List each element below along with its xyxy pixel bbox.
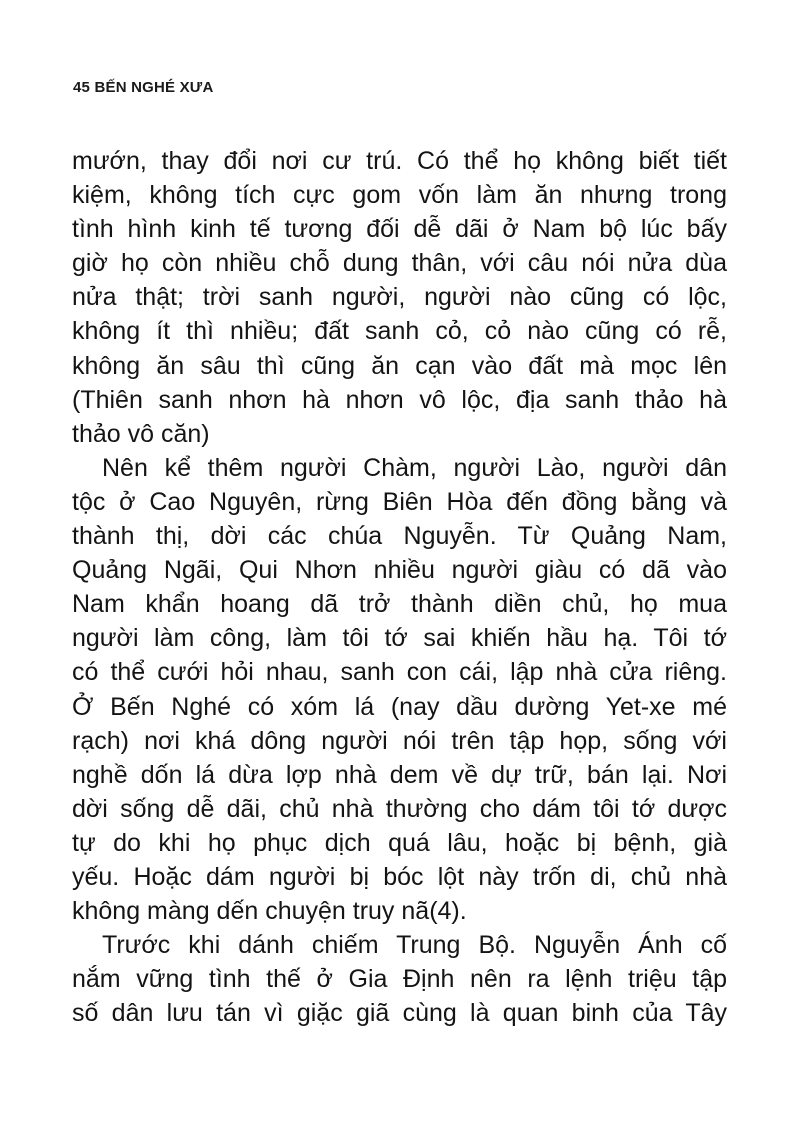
text-line: không màng dến chuyện truy nã(4).: [72, 897, 467, 926]
text-line: (Thiên sanh nhơn hà nhơn vô lộc, địa sanh thảo hà: [72, 385, 727, 414]
text-line: tự do khi họ phục dịch quá lâu, hoặc bị bệnh, già: [72, 828, 727, 857]
text-line: kiệm, không tích cực gom vốn làm ăn nhưng trong: [72, 181, 727, 210]
text-line: tộc ở Cao Nguyên, rừng Biên Hòa đến đồng bằng và: [72, 487, 727, 516]
text-line: số dân lưu tán vì giặc giã cùng là quan binh của Tây: [72, 999, 727, 1028]
text-line: nghề dốn lá dừa lợp nhà dem về dự trữ, bán lại. Nơi: [72, 760, 727, 789]
text-line: dời sống dễ dãi, chủ nhà thường cho dám tôi tớ dược: [72, 794, 727, 823]
text-line: nắm vững tình thế ở Gia Định nên ra lệnh triệu tập: [72, 965, 727, 994]
text-line: thảo vô căn): [72, 419, 210, 448]
text-line: Quảng Ngãi, Qui Nhơn nhiều người giàu có dã vào: [72, 556, 727, 585]
text-line: không ít thì nhiều; đất sanh cỏ, cỏ nào cũng có rễ,: [72, 317, 727, 346]
text-line: thành thị, dời các chúa Nguyễn. Từ Quảng Nam,: [72, 522, 727, 551]
running-header: 45 BẾN NGHÉ XƯA: [73, 79, 214, 96]
text-line: Ở Bến Nghé có xóm lá (nay dầu dường Yet-xe mé: [72, 692, 727, 721]
text-line: Nam khẩn hoang dã trở thành diền chủ, họ mua: [72, 590, 727, 619]
text-line: giờ họ còn nhiều chỗ dung thân, với câu nói nửa dùa: [72, 249, 727, 278]
text-line: Nên kể thêm người Chàm, người Lào, người dân: [102, 453, 727, 482]
text-line: mướn, thay đổi nơi cư trú. Có thể họ không biết tiết: [72, 147, 727, 175]
body-text: [72, 144, 727, 1030]
text-line: rạch) nơi khá dông người nói trên tập họp, sống với: [72, 726, 727, 755]
text-line: người làm công, làm tôi tớ sai khiến hầu hạ. Tôi tớ: [72, 624, 727, 653]
text-line: Trước khi dánh chiếm Trung Bộ. Nguyễn Ánh cố: [102, 931, 727, 960]
text-line: tình hình kinh tế tương đối dễ dãi ở Nam bộ lúc bấy: [72, 215, 727, 244]
text-line: có thể cưới hỏi nhau, sanh con cái, lập nhà cửa riêng.: [72, 658, 727, 687]
text-line: nửa thật; trời sanh người, người nào cũng có lộc,: [72, 283, 727, 312]
text-line: không ăn sâu thì cũng ăn cạn vào đất mà mọc lên: [72, 351, 727, 380]
text-line: yếu. Hoặc dám người bị bóc lột này trốn di, chủ nhà: [72, 862, 727, 891]
